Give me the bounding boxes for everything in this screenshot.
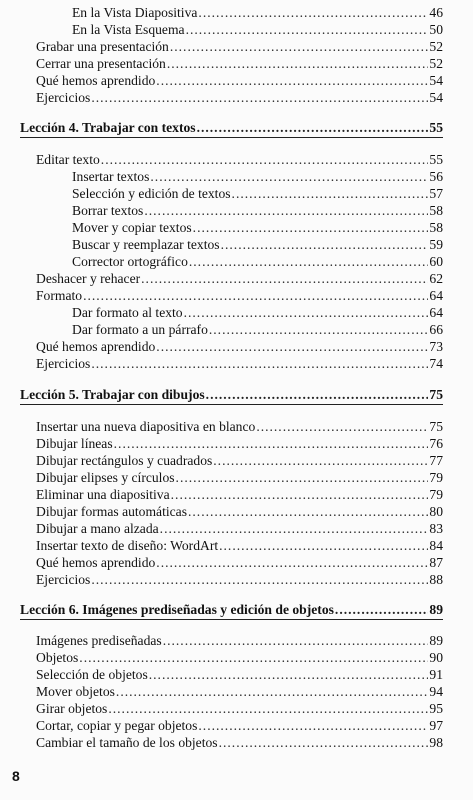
toc-entry xyxy=(0,168,473,185)
dot-leader xyxy=(197,119,429,136)
toc-entry xyxy=(0,355,473,372)
toc-entry-title: Mover y copiar textos xyxy=(72,220,192,235)
dot-leader xyxy=(116,683,428,700)
toc-entry-page: 89 xyxy=(429,633,443,648)
toc-entry-title: Dar formato al texto xyxy=(72,305,183,320)
dot-leader xyxy=(176,469,429,486)
toc-entry xyxy=(0,666,473,683)
toc-entry-title: Insertar textos xyxy=(72,169,150,184)
toc-entry-row xyxy=(72,168,443,185)
toc-entry-page: 55 xyxy=(429,120,443,135)
dot-leader xyxy=(335,601,428,618)
toc-entry-page: 73 xyxy=(429,339,443,354)
dot-leader xyxy=(186,21,429,38)
toc-entry-page: 64 xyxy=(429,288,443,303)
toc-entry xyxy=(0,338,473,355)
toc-entry-title: Deshacer y rehacer xyxy=(36,271,141,286)
toc-entry xyxy=(0,185,473,202)
toc-entry xyxy=(0,304,473,321)
dot-leader xyxy=(156,72,428,89)
toc-entry-title: Objetos xyxy=(36,650,79,665)
dot-leader xyxy=(209,321,429,338)
toc-entry-row xyxy=(72,202,443,219)
toc-entry-row xyxy=(36,270,443,287)
toc-entry-page: 58 xyxy=(429,220,443,235)
toc-entry xyxy=(0,38,473,55)
dot-leader xyxy=(83,287,428,304)
dot-leader xyxy=(91,89,428,106)
toc-entry-row xyxy=(36,734,443,751)
toc-entry-row xyxy=(36,554,443,571)
toc-entry-page: 55 xyxy=(429,152,443,167)
toc-entry-title: Insertar una nueva diapositiva en blanco xyxy=(36,419,256,434)
toc-entry-title: En la Vista Esquema xyxy=(72,22,185,37)
toc-entry-row xyxy=(36,683,443,700)
toc-entry-title: Grabar una presentación xyxy=(36,39,169,54)
toc-lesson-heading xyxy=(0,601,473,618)
toc-entry-title: En la Vista Diapositiva xyxy=(72,5,198,20)
toc-entry-page: 59 xyxy=(429,237,443,252)
toc-entry-row xyxy=(36,338,443,355)
toc-entry-title: Borrar textos xyxy=(72,203,144,218)
toc-entry-page: 52 xyxy=(429,56,443,71)
toc-entry-page: 46 xyxy=(429,5,443,20)
toc-entry-row xyxy=(36,55,443,72)
toc-entry-row xyxy=(36,452,443,469)
dot-leader xyxy=(221,236,429,253)
dot-leader xyxy=(171,486,429,503)
toc-entry-page: 57 xyxy=(429,186,443,201)
toc-entry-title: Buscar y reemplazar textos xyxy=(72,237,220,252)
toc-entry-page: 60 xyxy=(429,254,443,269)
toc-entry-title: Qué hemos aprendido xyxy=(36,555,156,570)
toc-entry-title: Cambiar el tamaño de los objetos xyxy=(36,735,218,750)
toc-entry-page: 80 xyxy=(429,504,443,519)
toc-entry-title: Mover objetos xyxy=(36,684,115,699)
toc-entry-page: 94 xyxy=(429,684,443,699)
toc-entry xyxy=(0,4,473,21)
toc-entry-row xyxy=(36,486,443,503)
toc-entry-title: Insertar texto de diseño: WordArt xyxy=(36,538,219,553)
toc-entry-row xyxy=(36,666,443,683)
toc-entry xyxy=(0,554,473,571)
toc-entry-page: 75 xyxy=(429,419,443,434)
toc-entry-row xyxy=(36,151,443,168)
toc-entry xyxy=(0,486,473,503)
dot-leader xyxy=(150,168,428,185)
toc-entry-row xyxy=(72,253,443,270)
toc-entry-title: Eliminar una diapositiva xyxy=(36,487,170,502)
toc-entry-title: Lección 5. Trabajar con dibujos xyxy=(20,387,205,402)
dot-leader xyxy=(91,571,428,588)
dot-leader xyxy=(213,452,428,469)
toc-entry-page: 88 xyxy=(429,572,443,587)
toc-entry-row xyxy=(36,520,443,537)
toc-entry-row xyxy=(36,89,443,106)
toc-entry-row xyxy=(72,236,443,253)
toc-entry-title: Selección y edición de textos xyxy=(72,186,231,201)
dot-leader xyxy=(163,632,429,649)
toc-entry-row xyxy=(36,287,443,304)
toc-entry xyxy=(0,72,473,89)
toc-entry-page: 83 xyxy=(429,521,443,536)
toc-entry xyxy=(0,717,473,734)
toc-entry-page: 79 xyxy=(429,487,443,502)
toc-entry xyxy=(0,236,473,253)
toc-entry-page: 50 xyxy=(429,22,443,37)
toc-entry-title: Ejercicios xyxy=(36,356,91,371)
toc-entry-title: Cortar, copiar y pegar objetos xyxy=(36,718,198,733)
dot-leader xyxy=(219,537,428,554)
toc-entry-title: Dar formato a un párrafo xyxy=(72,322,208,337)
toc-entry-page: 58 xyxy=(429,203,443,218)
toc-entry-row xyxy=(36,700,443,717)
toc-entry xyxy=(0,649,473,666)
toc-entry-row xyxy=(36,649,443,666)
heading-rule xyxy=(20,619,443,620)
toc-entry-page: 79 xyxy=(429,470,443,485)
toc-entry-row xyxy=(20,119,443,136)
dot-leader xyxy=(170,38,429,55)
toc-entry xyxy=(0,700,473,717)
toc-entry-row xyxy=(36,72,443,89)
dot-leader xyxy=(232,185,429,202)
dot-leader xyxy=(167,55,429,72)
toc-entry xyxy=(0,151,473,168)
toc-entry xyxy=(0,55,473,72)
toc-entry xyxy=(0,270,473,287)
dot-leader xyxy=(206,386,429,403)
heading-rule xyxy=(20,137,443,138)
toc-lesson-heading xyxy=(0,119,473,136)
dot-leader xyxy=(79,649,428,666)
dot-leader xyxy=(108,700,428,717)
toc-entry-page: 75 xyxy=(429,387,443,402)
toc-entry xyxy=(0,418,473,435)
toc-entry-title: Selección de objetos xyxy=(36,667,148,682)
toc-entry-page: 52 xyxy=(429,39,443,54)
toc-entry-row xyxy=(72,185,443,202)
toc-entry-title: Lección 6. Imágenes prediseñadas y edición de objetos xyxy=(20,602,334,617)
toc-entry-title: Formato xyxy=(36,288,83,303)
toc-entry xyxy=(0,520,473,537)
toc-entry-row xyxy=(36,469,443,486)
dot-leader xyxy=(156,338,428,355)
toc-entry xyxy=(0,537,473,554)
toc-entry-title: Ejercicios xyxy=(36,572,91,587)
toc-entry-title: Qué hemos aprendido xyxy=(36,73,156,88)
toc-entry-title: Lección 4. Trabajar con textos xyxy=(20,120,196,135)
toc-entry-row xyxy=(36,503,443,520)
toc-entry-page: 91 xyxy=(429,667,443,682)
toc-entry-row xyxy=(20,386,443,403)
toc-entry-page: 98 xyxy=(429,735,443,750)
toc-entry-row xyxy=(36,38,443,55)
toc-entry-row xyxy=(36,537,443,554)
toc-entry-row xyxy=(72,304,443,321)
toc-entry xyxy=(0,452,473,469)
toc-entry xyxy=(0,253,473,270)
toc-entry-row xyxy=(36,355,443,372)
toc-entry-row xyxy=(36,418,443,435)
toc-entry-page: 64 xyxy=(429,305,443,320)
dot-leader xyxy=(189,253,429,270)
toc-entry-page: 54 xyxy=(429,73,443,88)
toc-entry xyxy=(0,321,473,338)
toc-entry xyxy=(0,571,473,588)
toc-entry-row xyxy=(72,219,443,236)
toc-entry-page: 76 xyxy=(429,436,443,451)
toc-entry-title: Imágenes prediseñadas xyxy=(36,633,162,648)
toc-entry-title: Dibujar elipses y círculos xyxy=(36,470,175,485)
dot-leader xyxy=(198,4,428,21)
toc-lesson-heading xyxy=(0,386,473,403)
dot-leader xyxy=(193,219,429,236)
dot-leader xyxy=(144,202,428,219)
toc-entry-row xyxy=(72,21,443,38)
toc-entry-title: Dibujar líneas xyxy=(36,436,113,451)
toc-entry xyxy=(0,202,473,219)
toc-entry-page: 54 xyxy=(429,90,443,105)
toc-entry-title: Dibujar a mano alzada xyxy=(36,521,159,536)
toc-entry-page: 84 xyxy=(429,538,443,553)
toc-entry-row xyxy=(36,571,443,588)
toc-entry xyxy=(0,503,473,520)
toc-entry xyxy=(0,21,473,38)
toc-entry xyxy=(0,435,473,452)
toc-entry-row xyxy=(72,4,443,21)
heading-rule xyxy=(20,404,443,405)
dot-leader xyxy=(160,520,429,537)
dot-leader xyxy=(91,355,428,372)
toc-entry-title: Girar objetos xyxy=(36,701,108,716)
dot-leader xyxy=(101,151,429,168)
page-number: 8 xyxy=(12,768,20,784)
toc-entry-row xyxy=(36,717,443,734)
toc-entry-title: Editar texto xyxy=(36,152,100,167)
toc-entry-page: 95 xyxy=(429,701,443,716)
toc-entry xyxy=(0,734,473,751)
dot-leader xyxy=(149,666,429,683)
toc-entry xyxy=(0,469,473,486)
dot-leader xyxy=(156,554,428,571)
toc-entry-title: Corrector ortográfico xyxy=(72,254,188,269)
dot-leader xyxy=(198,717,428,734)
toc-entry-page: 97 xyxy=(429,718,443,733)
toc-entry-title: Ejercicios xyxy=(36,90,91,105)
dot-leader xyxy=(256,418,428,435)
toc-entry-page: 87 xyxy=(429,555,443,570)
toc-entry-title: Dibujar rectángulos y cuadrados xyxy=(36,453,213,468)
dot-leader xyxy=(184,304,429,321)
toc-entry-page: 56 xyxy=(429,169,443,184)
toc-entry-page: 62 xyxy=(429,271,443,286)
toc-entry-page: 77 xyxy=(429,453,443,468)
toc-entry-title: Dibujar formas automáticas xyxy=(36,504,187,519)
toc-entry-row xyxy=(20,601,443,618)
toc-entry-page: 74 xyxy=(429,356,443,371)
toc-entry-page: 90 xyxy=(429,650,443,665)
toc-entry-page: 89 xyxy=(429,602,443,617)
toc-entry-row xyxy=(36,435,443,452)
toc-entry-page: 66 xyxy=(429,322,443,337)
toc-entry-row xyxy=(36,632,443,649)
toc-entry-row xyxy=(72,321,443,338)
toc-entry-title: Cerrar una presentación xyxy=(36,56,166,71)
toc-entry xyxy=(0,287,473,304)
toc-entry xyxy=(0,89,473,106)
dot-leader xyxy=(219,734,429,751)
toc-entry xyxy=(0,683,473,700)
dot-leader xyxy=(188,503,428,520)
toc-entry xyxy=(0,219,473,236)
dot-leader xyxy=(114,435,429,452)
dot-leader xyxy=(141,270,428,287)
toc-entry-title: Qué hemos aprendido xyxy=(36,339,156,354)
toc-entry xyxy=(0,632,473,649)
